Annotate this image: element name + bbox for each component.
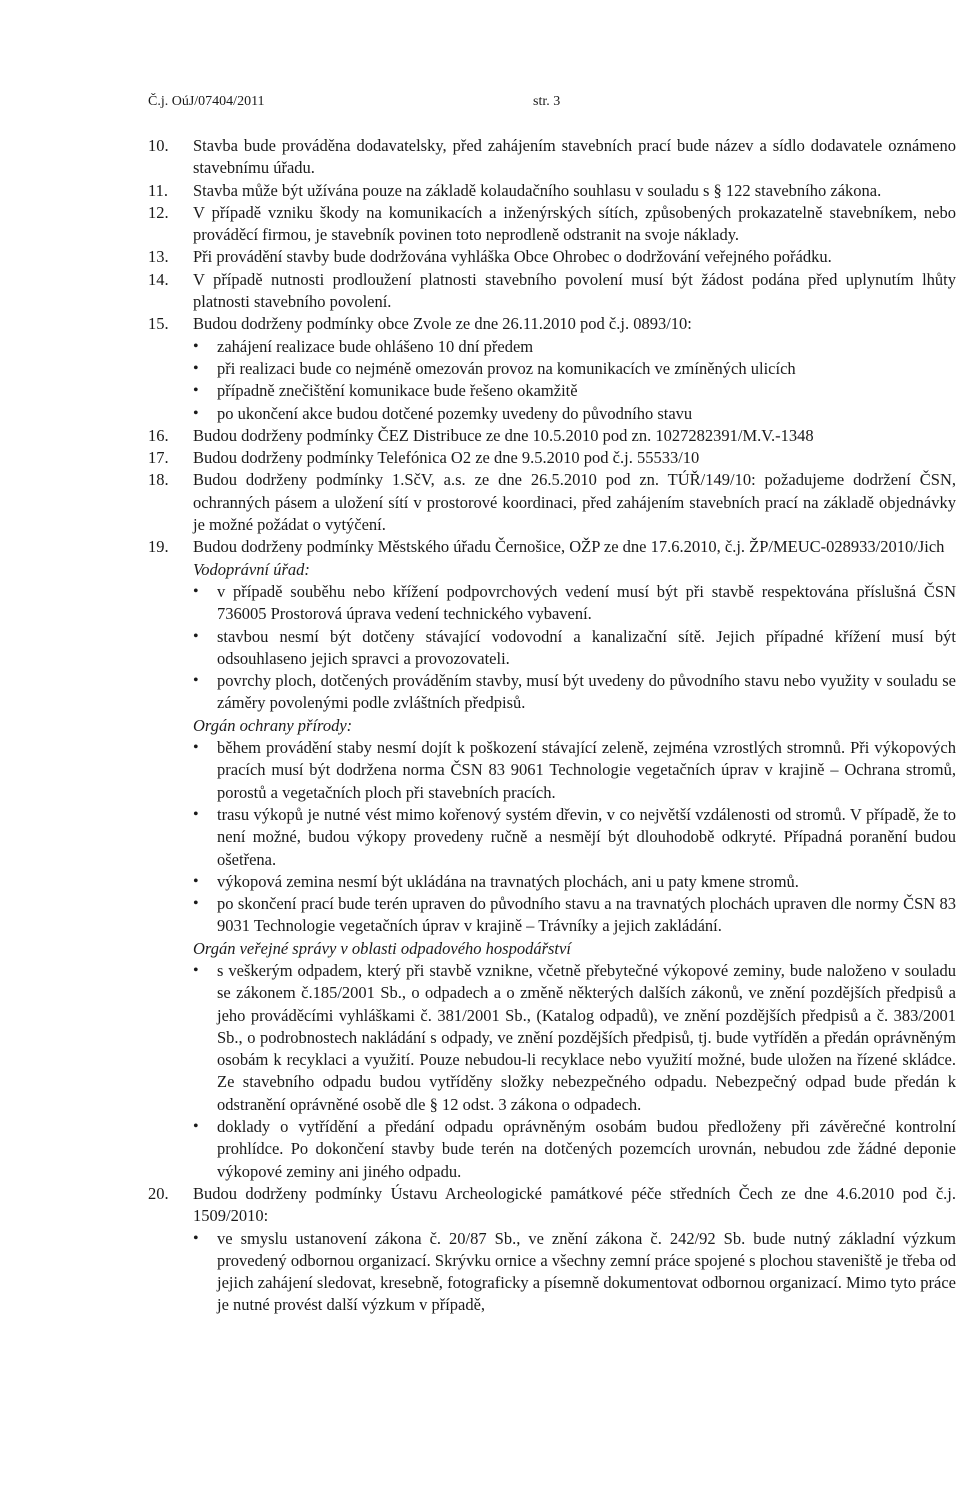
bullet-item: • po ukončení akce budou dotčené pozemky uvedeny do původního stavu [193,403,956,425]
item-number: 18. [148,470,169,490]
bullet-item: • výkopová zemina nesmí být ukládána na travnatých plochách, ani u paty kmene stromů. [193,871,956,893]
bullet-item: • doklady o vytřídění a předání odpadu oprávněným osobám budou předloženy při závěrečné kontrolní prohlídce. Po dokončení stavby bude terén na dotčených pozemcích urovnán, nebudou zde žádné deponie výkopové zeminy ani jiného odpadu. [193,1116,956,1183]
conditions-list [148,135,956,1317]
bullet-item: • ve smyslu ustanovení zákona č. 20/87 Sb., ve znění zákona č. 242/92 Sb. bude nutný základní výzkum provedený odbornou organizací. Skrývku ornice a všechny zemní práce spojené s plochou staveniště je třeba od jejich zahájení sledovat, kresebně, fotograficky a písemně dokumentovat odbornou organizací. Mimo tyto práce je nutné provést další výzkum v případě, [193,1228,956,1317]
item-text: Budou dodrženy podmínky Ústavu Archeologické památkové péče středních Čech ze dne 4.6.2010 pod č.j. 1509/2010: [193,1183,956,1226]
item-text: Stavba může být užívána pouze na základě kolaudačního souhlasu v souladu s § 122 stavebního zákona. [193,180,882,200]
condition-item [148,269,956,314]
item-text: V případě nutnosti prodloužení platnosti stavebního povolení musí být žádost podána před uplynutím lhůty platnosti stavebního povolení. [193,269,956,312]
condition-item [148,425,956,447]
bullet-item: • zahájení realizace bude ohlášeno 10 dní předem [193,336,956,358]
item-number: 16. [148,425,169,445]
bullet-list [193,336,956,425]
condition-item [148,313,956,424]
condition-item [148,536,956,1183]
bullet-list [193,737,956,938]
condition-item [148,246,956,268]
reference-number: Č.j. OúJ/07404/2011 [148,94,265,109]
condition-item [148,1183,956,1317]
item-number: 11. [148,180,169,200]
item-number: 12. [148,202,169,222]
item-text: Budou dodrženy podmínky ČEZ Distribuce ze dne 10.5.2010 pod zn. 1027282391/M.V.-1348 [193,425,814,445]
item-number: 10. [148,136,169,155]
condition-item [148,202,956,247]
section-heading: Orgán ochrany přírody: [193,715,353,735]
item-text: Při provádění stavby bude dodržována vyhláška Obce Ohrobec o dodržování veřejného pořádku. [193,247,832,267]
bullet-item: • v případě souběhu nebo křížení podpovrchových vedení musí být při stavbě respektována příslušná ČSN 736005 Prostorová úprava vedení technického vybavení. [193,581,956,626]
condition-item [148,135,956,180]
item-text: Budou dodrženy podmínky Městského úřadu Černošice, OŽP ze dne 17.6.2010, č.j. ŽP/MEUC-028933/2010/Jich [193,537,945,557]
bullet-item: • při realizaci bude co nejméně omezován provoz na komunikacích ve zmíněných ulicích [193,358,956,380]
item-text: Budou dodrženy podmínky obce Zvole ze dne 26.11.2010 pod č.j. 0893/10: [193,314,692,334]
item-text: V případě vzniku škody na komunikacích a inženýrských sítích, způsobených prokazatelně stavebníkem, nebo prováděcí firmou, je stavebník povinen toto neprodleně odstranit na svoje náklady. [193,202,956,245]
section-heading: Orgán veřejné správy v oblasti odpadového hospodářství [193,938,571,958]
item-number: 14. [148,269,169,289]
item-number: 15. [148,314,169,334]
page-number: str. 3 [533,94,561,109]
item-number: 20. [148,1183,169,1203]
bullet-item: • stavbou nesmí být dotčeny stávající vodovodní a kanalizační sítě. Jejich případné křížení musí být odsouhlaseno jejich spravci a provozovateli. [193,626,956,671]
bullet-list [193,1228,956,1317]
bullet-list [193,581,956,715]
bullet-list [193,960,956,1183]
bullet-item: • během provádění staby nesmí dojít k poškození stávající zeleně, zejména vzrostlých stromnů. Při výkopových pracích musí být dodržena norma ČSN 83 9061 Technologie vegetačních úprav v krajině – Ochrana stromů, porostů a vegetačních ploch při stavebních pracích. [193,737,956,804]
item-number: 19. [148,537,169,557]
condition-item [148,469,956,536]
item-text: Budou dodrženy podmínky 1.SčV, a.s. ze dne 26.5.2010 pod zn. TÚŘ/149/10: požadujeme dodržení ČSN, ochranných pásem a uložení sítí v prostorové koordinaci, před zahájením stavebních prací na základě objednávky je možné požádat o vytýčení. [193,470,956,535]
item-number: 17. [148,448,169,468]
bullet-item: • po skončení prací bude terén upraven do původního stavu a na travnatých plochách upraven dle normy ČSN 83 9031 Technologie vegetačních úprav v krajině – Trávníky a jejich zakládání. [193,893,956,938]
condition-item [148,447,956,469]
bullet-item: • případně znečištění komunikace bude řešeno okamžitě [193,380,956,402]
item-number: 13. [148,247,169,267]
bullet-item: • trasu výkopů je nutné vést mimo kořenový systém dřevin, v co největší vzdálenosti od stromů. V případě, že to není možné, budou výkopy provedeny ručně a nesmějí být dlouhodobě odkryté. Případná poranění budou ošetřena. [193,804,956,871]
item-text: Stavba bude prováděna dodavatelsky, před zahájením stavebních prací bude název a sídlo dodavatele oznámeno stavebnímu úřadu. [193,136,956,178]
bullet-item: • povrchy ploch, dotčených prováděním stavby, musí být uvedeny do původního stavu nebo využity v souladu se záměry povolenými podle zvláštních předpisů. [193,670,956,715]
bullet-item: • s veškerým odpadem, který při stavbě vznikne, včetně přebytečné výkopové zeminy, bude naloženo v souladu se zákonem č.185/2001 Sb., o odpadech a o změně některých dalších zákonů, ve znění pozdějších předpisů a jeho prováděcími vyhláškami č. 381/2001 Sb., (Katalog odpadů), ve znění pozdějších předpisů a č. 383/2001 Sb., o podrobnostech nakládání s odpady, ve znění pozdějších předpisů, tj. bude vytříděn a předán oprávněným osobám k recyklaci a využití. Pouze nebudou-li recyklace nebo využití možné, bude uložen na řízené skládce. Ze stavebního odpadu budou vytříděny složky nebezpečného odpadu. Nebezpečný odpad bude předán k odstranění oprávněné osobě dle § 12 odst. 3 zákona o odpadech. [193,960,956,1116]
item-text: Budou dodrženy podmínky Telefónica O2 ze dne 9.5.2010 pod č.j. 55533/10 [193,448,700,468]
section-heading: Vodoprávní úřad: [193,559,310,579]
condition-item [148,180,956,202]
